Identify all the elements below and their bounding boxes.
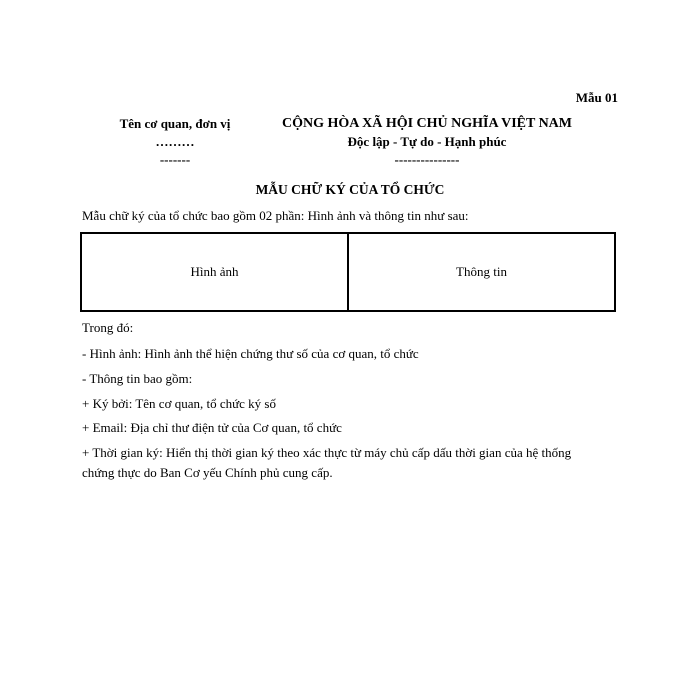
- document-title: MẪU CHỮ KÝ CỦA TỔ CHỨC: [255, 182, 445, 197]
- table-cell-image: Hình ảnh: [190, 264, 239, 279]
- note-time-line2: chứng thực do Ban Cơ yếu Chính phủ cung cấp.: [82, 465, 333, 480]
- signature-table: [80, 232, 616, 312]
- form-number: Mẫu 01: [575, 90, 618, 105]
- note-signed-by: + Ký bởi: Tên cơ quan, tổ chức ký số: [82, 396, 276, 411]
- agency-dashes: -------: [159, 152, 191, 167]
- note-image: - Hình ảnh: Hình ảnh thể hiện chứng thư số của cơ quan, tổ chức: [82, 346, 419, 361]
- note-email: + Email: Địa chỉ thư điện tử của Cơ quan, tổ chức: [82, 420, 342, 435]
- intro-text: Mẫu chữ ký của tổ chức bao gồm 02 phần: Hình ảnh và thông tin như sau:: [82, 208, 469, 223]
- country-name: CỘNG HÒA XÃ HỘI CHỦ NGHĨA VIỆT NAM: [281, 116, 572, 131]
- motto-dashes: ---------------: [394, 152, 460, 167]
- agency-dots: ………: [155, 134, 195, 149]
- agency-label: Tên cơ quan, đơn vị: [119, 116, 231, 131]
- notes-heading: Trong đó:: [82, 320, 134, 335]
- national-motto: Độc lập - Tự do - Hạnh phúc: [347, 134, 507, 149]
- table-cell-info: Thông tin: [347, 234, 614, 310]
- note-info: - Thông tin bao gồm:: [82, 371, 193, 386]
- note-time-line1: + Thời gian ký: Hiển thị thời gian ký theo xác thực từ máy chủ cấp dấu thời gian của hệ thống: [82, 445, 572, 460]
